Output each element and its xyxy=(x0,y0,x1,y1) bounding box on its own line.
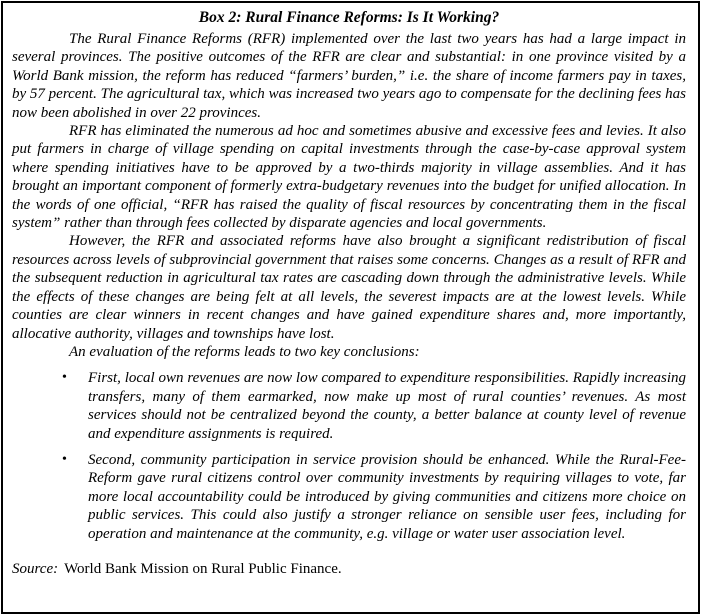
box-title: Box 2: Rural Finance Reforms: Is It Working? xyxy=(198,9,500,26)
source-label: Source: xyxy=(12,560,59,577)
bullet-text-first-conclusion: First, local own revenues are now low compared to expenditure responsibilities. Rapidly increasing transfers, many of them earmarked, now make up most of rural counties’ revenues. As most services should not be centralized beyond the county, a better balance at county level of revenue and expenditure assignments is required. xyxy=(88,370,686,442)
bullet-item-second-conclusion xyxy=(12,451,686,543)
bullet-item-first-conclusion xyxy=(12,369,686,443)
paragraph-however-redistribution: However, the RFR and associated reforms have also brought a significant redistribution of fiscal resources across levels of subprovincial government that raises some concerns. Changes as a result of RFR and the subsequent reduction in agricultural tax rates are cascading down through the administrative levels. While the effects of these changes are being felt at all levels, the severest impacts are at the lowest levels. While counties are clear winners in recent changes and have gained expenditure shares and, more importantly, allocative authority, villages and townships have lost. xyxy=(12,233,686,342)
text-box-frame xyxy=(1,1,700,614)
bullet-icon: • xyxy=(62,451,67,467)
paragraph-evaluation-lead-in: An evaluation of the reforms leads to two key conclusions: xyxy=(69,343,420,360)
source-text: World Bank Mission on Rural Public Finance. xyxy=(64,560,342,577)
bullet-text-second-conclusion: Second, community participation in service provision should be enhanced. While the Rural-Fee-Reform gave rural citizens control over community investments by requiring villages to vote, far more local accountability could be introduced by giving communities and citizens more choice on public services. This could also justify a stronger reliance on sensible user fees, including for operation and maintenance at the community, e.g. village or water user association level. xyxy=(88,451,686,542)
paragraph-rfr-eliminated: RFR has eliminated the numerous ad hoc and sometimes abusive and excessive fees and levies. It also put farmers in charge of village spending on capital investments through the case-by-case approval system where spending initiatives have to be approved by a two-thirds majority in village assemblies. And it has brought an important component of formerly extra-budgetary revenues into the budget for unified allocation. In the words of one official, “RFR has raised the quality of fiscal resources by concentrating them in the fiscal system” rather than through fees collected by disparate agencies and local governments. xyxy=(12,123,686,232)
bullet-icon: • xyxy=(62,370,67,386)
source-line xyxy=(12,560,686,579)
paragraph-intro: The Rural Finance Reforms (RFR) implemented over the last two years has had a large impact in several provinces. The positive outcomes of the RFR are clear and substantial: in one province visited by a World Bank mission, the reform has reduced “farmers’ burden,” i.e. the share of income farmers pay in taxes, by 57 percent. The agricultural tax, which was increased two years ago to compensate for the declining fees has now been abolished in over 22 provinces. xyxy=(12,31,686,121)
